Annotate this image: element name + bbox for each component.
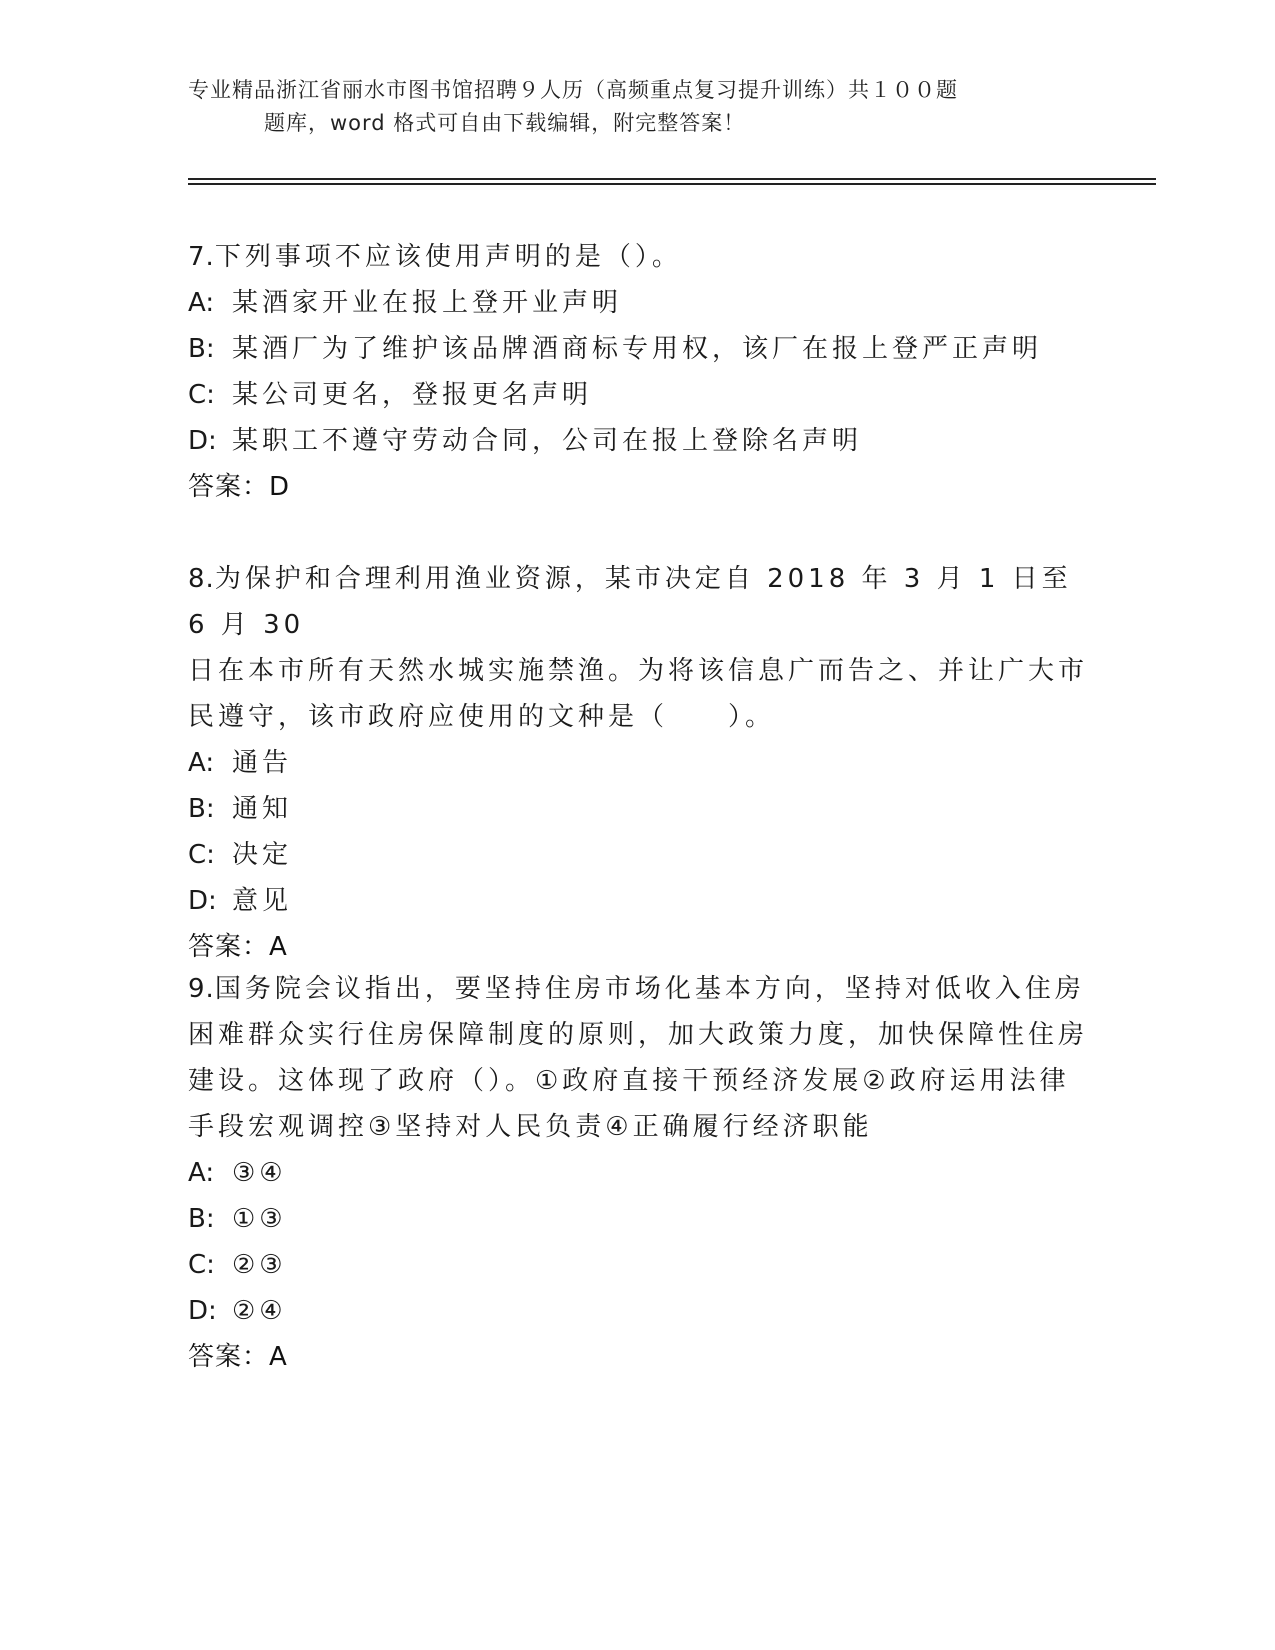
question-number: 8. <box>188 564 215 594</box>
question-stem <box>188 556 1088 648</box>
option-key: A: <box>188 288 215 318</box>
answer-label: 答案：A <box>188 1342 288 1372</box>
option-key: D: <box>188 426 217 456</box>
header-title-line-1: 专业精品浙江省丽水市图书馆招聘９人历（高频重点复习提升训练）共１００题 <box>188 78 958 102</box>
option-d <box>188 418 1088 464</box>
option-key: A: <box>188 748 215 778</box>
question-stem-line: 手段宏观调控③坚持对人民负责④正确履行经济职能 <box>188 1112 873 1142</box>
option-text: ①③ <box>232 1204 287 1234</box>
header-title-line-2: 题库，word 格式可自由下载编辑，附完整答案！ <box>264 111 746 135</box>
answer-label: 答案：A <box>188 932 288 962</box>
option-text: 决定 <box>232 840 293 870</box>
question-number: 7. <box>188 242 215 272</box>
option-key: C: <box>188 1250 215 1280</box>
question-stem-line: 为保护和合理利用渔业资源，某市决定自 2018 年 3 月 1 日至 6 月 30 <box>188 564 1072 640</box>
question-stem-line: 困难群众实行住房保障制度的原则，加大政策力度，加快保障性住房 <box>188 1020 1089 1050</box>
option-key: D: <box>188 886 217 916</box>
option-text: 某公司更名，登报更名声明 <box>232 380 593 410</box>
option-key: A: <box>188 1158 215 1188</box>
option-b <box>188 786 1088 832</box>
question-number: 9. <box>188 974 215 1004</box>
document-header <box>188 74 1048 140</box>
option-text: 某职工不遵守劳动合同，公司在报上登除名声明 <box>232 426 863 456</box>
header-divider-bottom <box>188 183 1156 185</box>
option-text: 意见 <box>232 886 293 916</box>
option-text: 某酒家开业在报上登开业声明 <box>232 288 623 318</box>
question-7 <box>188 234 1088 510</box>
question-stem-line: 国务院会议指出，要坚持住房市场化基本方向，坚持对低收入住房 <box>214 974 1085 1004</box>
option-b <box>188 1196 1088 1242</box>
question-stem <box>188 234 1088 280</box>
option-key: B: <box>188 794 215 824</box>
option-text: 某酒厂为了维护该品牌酒商标专用权，该厂在报上登严正声明 <box>232 334 1043 364</box>
question-9 <box>188 966 1088 1380</box>
option-text: ②③ <box>232 1250 287 1280</box>
option-c <box>188 1242 1088 1288</box>
option-text: ②④ <box>232 1296 287 1326</box>
question-stem-line: 民遵守，该市政府应使用的文种是（ ）。 <box>188 702 776 732</box>
question-stem-line: 日在本市所有天然水城实施禁渔。为将该信息广而告之、并让广大市 <box>188 656 1089 686</box>
question-8 <box>188 556 1088 970</box>
option-key: B: <box>188 334 215 364</box>
header-divider-top <box>188 178 1156 180</box>
option-text: ③④ <box>232 1158 287 1188</box>
option-key: C: <box>188 840 215 870</box>
option-text: 通告 <box>232 748 293 778</box>
option-text: 通知 <box>232 794 293 824</box>
option-key: C: <box>188 380 215 410</box>
option-b <box>188 326 1088 372</box>
question-stem <box>188 966 1088 1012</box>
option-a <box>188 280 1088 326</box>
question-stem-line: 下列事项不应该使用声明的是（）。 <box>214 242 682 272</box>
question-stem-line: 建设。这体现了政府（）。①政府直接干预经济发展②政府运用法律 <box>188 1066 1070 1096</box>
option-a <box>188 740 1088 786</box>
option-a <box>188 1150 1088 1196</box>
answer-label: 答案：D <box>188 472 291 502</box>
option-d <box>188 1288 1088 1334</box>
option-c <box>188 372 1088 418</box>
option-d <box>188 878 1088 924</box>
option-key: D: <box>188 1296 217 1326</box>
option-c <box>188 832 1088 878</box>
option-key: B: <box>188 1204 215 1234</box>
